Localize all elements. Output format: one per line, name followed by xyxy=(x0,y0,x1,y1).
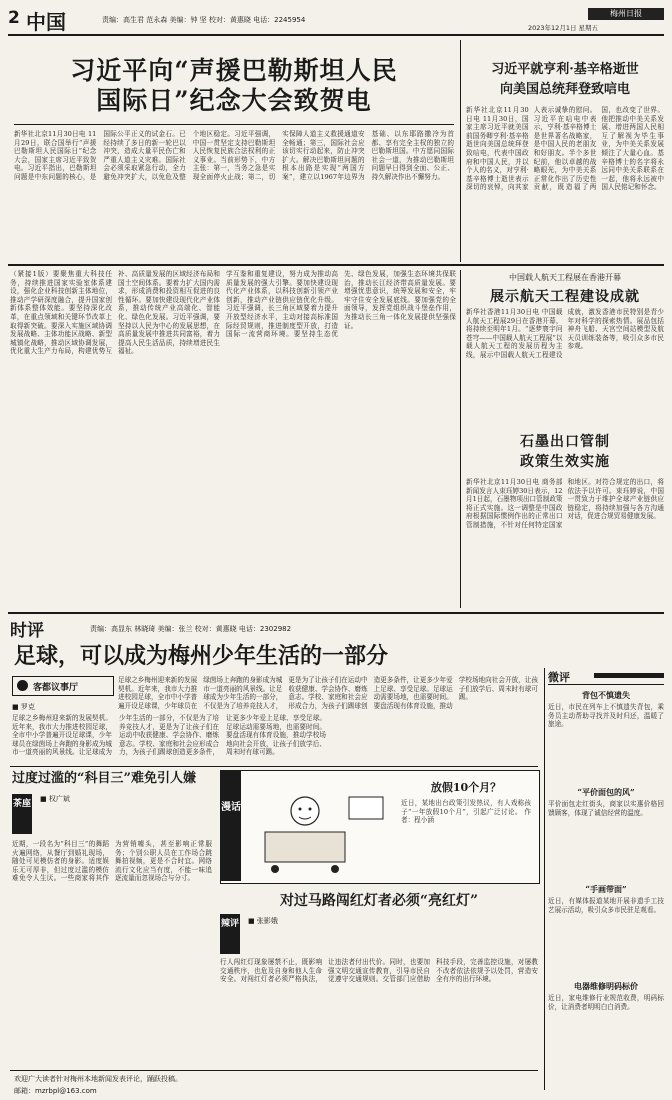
traffic-body: 行人闯红灯现象屡禁不止，既影响交通秩序，也危及自身和他人生命安全。对闯红灯者必须严格执法，让违法者付出代价。同时，也要加强文明交通宣传教育，引导市民自觉遵守交通规则。交管部门应借助科技手段，完善监控设施，对屡教不改者依法依规予以处罚，营造安全有序的出行环境。 xyxy=(220,958,538,984)
cartoon-caption: 近日，某地出台政策引发热议，有人戏称孩子“一年放假10个月”，引起广泛讨论。 作者：程小涵 xyxy=(401,799,531,825)
lower-rule xyxy=(10,766,538,767)
side-top-headline-line2: 向美国总统拜登致唁电 xyxy=(499,82,630,97)
mid-left-body: （紧接1版）要聚焦重大科技任务，持续推进国家实验室体系建设，强化企业科技创新主体地位，推动产学研深度融合，提升国家创新体系整体效能。要坚持深化改革，在重点领域和关键环节改革上取得新突破。要深入实施区域协调发展战略、主体功能区战略、新型城镇化战略，推动区域协调发展，优化重大生产力布局，构建优势互补、高质量发展的区域经济布局和国土空间体系。要着力扩大国内需求，形成消费和投资相互促进的良性循环。要加快建设现代化产业体系，推动传统产业高端化、智能化、绿色化发展。习近平强调，要坚持以人民为中心的发展思想，在高质量发展中推进共同富裕，着力提高人民生活品质，持续增进民生福祉。 xyxy=(10,270,220,356)
page-header xyxy=(8,6,664,32)
weiping-item-body: 近日，家电维修行业规范收费，明码标价，让消费者明明白白消费。 xyxy=(548,994,664,1011)
date-line: 2023年12月1日 星期五 xyxy=(528,24,599,32)
lead-headline-line2: 国际日”纪念大会致贺电 xyxy=(96,86,372,115)
traffic-author: ■ 张影娥 xyxy=(248,917,278,925)
editors-line: 责编：高生君 范永森 美编：钟 坚 校对：黄惠晓 电话：2245954 xyxy=(102,16,306,24)
commentary-body: 足球之乡梅州迎来新的发展契机。近年来，我市大力推进校园足球，全市中小学普遍开设足球课，少年球员在绿茵场上奔跑的身影成为城市一道亮丽的风景线。让足球成为少年生活的一部分，不仅是为了培养竞技人才，更是为了让孩子们在运动中收获健康、学会协作、磨炼意志。学校、家庭和社会应形成合力，为孩子们踢球创造更多条件，让更多少年爱上足球、享受足球。足球运动需要场地，也需要时间。要盘活现有体育设施，推动学校场地向社会开放，让孩子们放学后、周末时有球可踢。 xyxy=(118,676,538,710)
commentary-author: ■ 罗克 xyxy=(12,703,35,711)
lead-rule xyxy=(14,124,454,125)
weiping-header xyxy=(548,668,664,685)
section-rule xyxy=(8,264,664,266)
cartoon-illustration xyxy=(245,777,395,877)
footer-email: 邮箱：mzrbpl@163.com xyxy=(14,1087,97,1095)
cartoon-title: 放假10个月？ xyxy=(430,781,502,794)
section-title: 中国 xyxy=(26,10,66,34)
lead-headline xyxy=(14,56,454,116)
weiping-list xyxy=(548,690,664,1090)
exam-body: 近期，一段名为“科目三”的舞蹈火遍网络，从餐厅到婚礼现场，随处可见模仿者的身影。适度娱乐无可厚非，但过度过滥的模仿难免令人生厌。一些商家将其作为营销噱头，甚至影响正常服务；个别公职人员在工作场合跳舞拍视频，更是不合时宜。网络流行文化应当有度，不能一味追逐流量而忽视场合与分寸。 xyxy=(12,840,212,883)
column-badge xyxy=(12,676,114,696)
exam-headline: 过度过滥的“科目三”难免引人嫌 xyxy=(12,771,196,786)
column-divider xyxy=(460,40,461,262)
cartoon-side-label: 漫话 xyxy=(221,771,241,881)
traffic-tag: 辣评 xyxy=(220,914,240,954)
side-top-headline-line1: 习近平就亨利·基辛格逝世 xyxy=(491,62,639,77)
mid-right-headline: 展示航天工程建设成就 xyxy=(490,289,640,305)
weiping-item-headline: 电器维修明码标价 xyxy=(574,981,638,991)
commentary-body-left: 足球之乡梅州迎来新的发展契机。近年来，我市大力推进校园足球，全市中小学普遍开设足球课，少年球员在绿茵场上奔跑的身影成为城市一道亮丽的风景线。让足球成为少年生活的一部分，不仅是为了培养竞技人才，更是为了让孩子们在运动中收获健康、学会协作、磨炼意志。学校、家庭和社会应形成合力，为孩子们踢球创造更多条件，让更多少年爱上足球、享受足球。足球运动需要场地，也需要时间。要盘活现有体育设施，推动学校场地向社会开放，让孩子们放学后、周末时有球可踢。 xyxy=(12,714,326,757)
graphite-body: 新华社北京11月30日电 商务部新闻发言人束珏婷30日表示，12月1日起，石墨物项出口管制政策将正式实施。这一调整是中国政府根据国际惯例作出的正常出口管制措施，不针对任何特定国家和地区。对符合规定的出口，将依法予以许可。束珏婷说，中国一贯致力于维护全球产业链供应链稳定，将持续加强与各方沟通对话，促进合规贸易健康发展。 xyxy=(466,478,664,529)
exam-tag: 茶座 xyxy=(12,794,32,834)
weiping-item-body: 近日，有媒体报道某地开展非遗手工技艺展示活动，吸引众多市民驻足观看。 xyxy=(548,897,664,914)
commentary-editors: 责编：高显东 林晓琦 美编：张兰 校对：黄惠晓 电话：2302982 xyxy=(90,625,292,633)
weiping-item-body: 近日，市民在列车上不慎遗失背包，乘务员主动帮助寻找并及时归还，温暖了旅途。 xyxy=(548,703,664,729)
mid-divider xyxy=(460,270,461,608)
weiping-item-headline: “平价面包的风” xyxy=(577,787,635,797)
column-badge-icon xyxy=(17,680,28,691)
mid-center-body: 学互鉴和重复建设，努力成为推动高质量发展的强大引擎。要加快建设现代化产业体系，以科技创新引领产业创新，推动产业链供应链优化升级。习近平强调，长三角区域要着力提升开放型经济水平，主动对接高标准国际经贸规则，推进制度型开放，打造国际一流营商环境。要坚持生态优先、绿色发展，加强生态环境共保联治，推动长江经济带高质量发展。要增强忧患意识，统筹发展和安全，牢牢守住安全发展底线。要加强党的全面领导，发挥党组织战斗堡垒作用，为推动长三角一体化发展提供坚强保证。 xyxy=(226,270,456,339)
graphite-headline-line1: 石墨出口管制 xyxy=(520,434,610,450)
mid-right-kicker: 中国载人航天工程展在香港开幕 xyxy=(509,273,621,282)
weiping-item-body: 平价面包走红街头，商家以实惠价格回馈顾客，体现了诚信经营的温度。 xyxy=(548,800,664,817)
commentary-headline: 足球，可以成为梅州少年生活的一部分 xyxy=(14,643,389,669)
footer-rule xyxy=(10,1070,538,1071)
weiping-item-headline: “手画带面” xyxy=(585,884,627,894)
weiping-title: 微评 xyxy=(548,671,570,684)
lead-headline-line1: 习近平向“声援巴勒斯坦人民 xyxy=(70,56,398,85)
mid-right-body: 新华社香港11月30日电 中国载人航天工程展29日在香港开幕，将持续至明年1月。“逐梦寰宇问苍穹——中国载人航天工程展”以载人航天工程的发展历程为主线，展示中国载人航天工程建设成就，激发香港市民特别是青少年对科学的探索热情。展品包括神舟飞船、天宫空间站模型及航天员训练装备等，吸引众多市民参观。 xyxy=(466,308,664,359)
column-badge-label: 客都议事厅 xyxy=(33,683,79,693)
footer-invite: 欢迎广大读者针对梅州本地新闻发表评论，踊跃投稿。 xyxy=(14,1075,182,1083)
header-rule xyxy=(8,34,664,36)
side-top-body: 新华社北京11月30日电 11月30日，国家主席习近平就美国前国务卿亨利·基辛格逝世向美国总统拜登致唁电，代表中国政府和中国人民，并以个人的名义，对亨利·基辛格博士逝世表示深切的哀悼，向其家人表示诚挚的慰问。习近平在唁电中表示，亨利·基辛格博士是世界著名战略家，是中国人民的老朋友和好朋友。半个多世纪前，他以卓越的战略眼光，为中美关系正常化作出了历史性贡献，既造福了两国，也改变了世界。他把推动中美关系发展、增进两国人民相互了解视为毕生事业，为中美关系发展倾注了大量心血。基辛格博士的名字将永远同中美关系联系在一起，他将永远被中国人民铭记和怀念。 xyxy=(466,106,664,192)
lead-body: 新华社北京11月30日电 11月29日，联合国举行“声援巴勒斯坦人民国际日”纪念大会，国家主席习近平致贺电。习近平指出，巴勒斯坦问题是中东问题的核心，是国际公平正义的试金石。已经持续了多日的新一轮巴以冲突，造成大量平民伤亡和严重人道主义灾难。国际社会必须采取紧急行动，全力避免冲突扩大，以免危及整个地区稳定。习近平强调，中国一贯坚定支持巴勒斯坦人民恢复民族合法权利的正义事业。当前形势下，中方主张：第一，当务之急是实现全面停火止战；第二，切实保障人道主义救援通道安全畅通；第三，国际社会应该切实行动起来，防止冲突扩大。解决巴勒斯坦问题的根本出路是实现“两国方案”，建立以1967年边界为基础、以东耶路撒冷为首都、享有完全主权的独立的巴勒斯坦国。中方愿同国际社会一道，为推动巴勒斯坦问题早日得到全面、公正、持久解决作出不懈努力。 xyxy=(14,130,454,181)
graphite-headline-line2: 政策生效实施 xyxy=(520,454,610,470)
weiping-divider xyxy=(544,668,545,1090)
weiping-item-headline: 背包不慎遗失 xyxy=(582,690,630,700)
weiping-bar xyxy=(594,673,664,678)
graphite-headline xyxy=(466,432,664,472)
paper-logo: 梅州日报 xyxy=(588,8,664,20)
exam-author: ■ 权广斌 xyxy=(40,795,70,803)
commentary-section-title: 时评 xyxy=(10,621,44,641)
traffic-headline: 对过马路闯红灯者必须“亮红灯” xyxy=(279,893,479,909)
cartoon-box xyxy=(220,770,540,884)
commentary-rule xyxy=(8,612,664,614)
page-number: 2 xyxy=(8,8,20,28)
side-top-headline xyxy=(466,60,664,100)
